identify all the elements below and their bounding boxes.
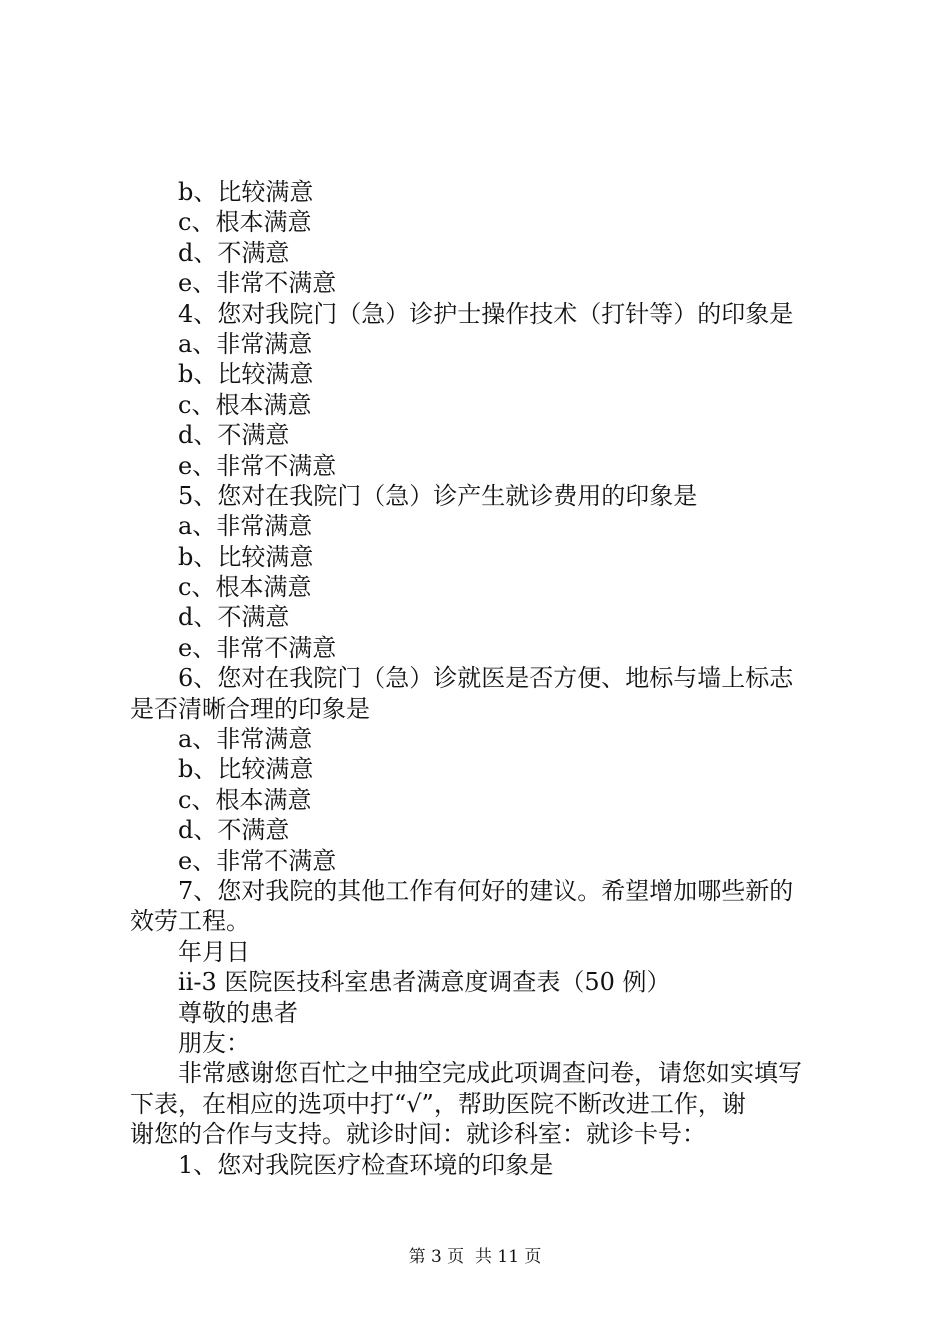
text-line: a、非常满意 (178, 512, 313, 541)
document-body (130, 177, 830, 1180)
text-line: c、根本满意 (178, 785, 312, 814)
text-line: 效劳工程。 (130, 907, 250, 936)
text-line: d、不满意 (178, 603, 290, 632)
text-line: 是否清晰合理的印象是 (130, 694, 370, 723)
page-number: 第 3 页 共 11 页 (408, 1247, 542, 1267)
text-line: 7、您对我院的其他工作有何好的建议。希望增加哪些新的 (178, 876, 794, 905)
text-line: 下表，在相应的选项中打“√”，帮助医院不断改进工作，谢 (130, 1089, 746, 1118)
text-line: c、根本满意 (178, 573, 312, 602)
text-line: 5、您对在我院门（急）诊产生就诊费用的印象是 (178, 481, 698, 510)
text-line: e、非常不满意 (178, 846, 337, 875)
text-line: c、根本满意 (178, 390, 312, 419)
text-line: d、不满意 (178, 421, 290, 450)
text-line: e、非常不满意 (178, 269, 337, 298)
text-line: a、非常满意 (178, 329, 313, 358)
text-line: a、非常满意 (178, 725, 313, 754)
text-line: 尊敬的患者 (178, 998, 298, 1027)
page-footer (0, 1242, 950, 1267)
text-line: c、根本满意 (178, 208, 312, 237)
text-line: e、非常不满意 (178, 451, 337, 480)
text-line: e、非常不满意 (178, 633, 337, 662)
text-line: 年月日 (178, 937, 250, 966)
text-line: ii-3 医院医技科室患者满意度调查表（50 例） (178, 968, 671, 997)
text-line: b、比较满意 (178, 542, 314, 571)
text-line: b、比较满意 (178, 755, 314, 784)
text-line: d、不满意 (178, 816, 290, 845)
text-line: 1、您对我院医疗检查环境的印象是 (178, 1150, 554, 1179)
text-line: b、比较满意 (178, 360, 314, 389)
text-line: 6、您对在我院门（急）诊就医是否方便、地标与墙上标志 (178, 664, 794, 693)
text-line: 非常感谢您百忙之中抽空完成此项调查问卷，请您如实填写 (178, 1059, 802, 1088)
text-line: 谢您的合作与支持。就诊时间：就诊科室：就诊卡号： (130, 1120, 706, 1149)
text-line: d、不满意 (178, 238, 290, 267)
text-line: 4、您对我院门（急）诊护士操作技术（打针等）的印象是 (178, 299, 794, 328)
text-line: 朋友： (178, 1028, 250, 1057)
text-line: b、比较满意 (178, 178, 314, 206)
